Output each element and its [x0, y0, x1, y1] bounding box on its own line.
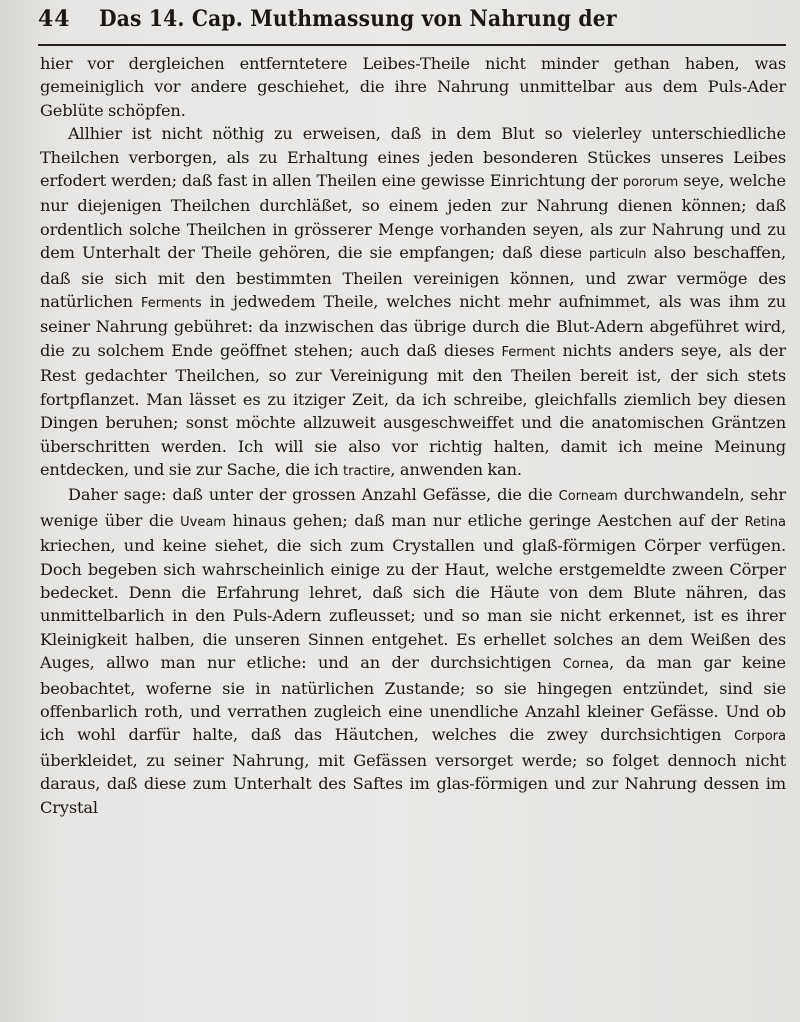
- paragraph: [40, 122, 786, 483]
- text-run: hinaus gehen; daß man nur etliche geringe Aestchen auf der: [225, 510, 745, 530]
- running-head: [38, 6, 786, 46]
- text-run: , anwenden kan.: [390, 459, 522, 479]
- text-run: Allhier ist nicht nöthig zu erweisen, daß in dem Blut so vielerley unterschiedliche Theilchen verborgen, als zu Erhaltung eines jeden besonderen Stückes unseres Leibes erfodert werden; daß fast in allen Theilen eine gewisse Einrichtung der: [40, 124, 786, 191]
- latin-term: pororum: [622, 175, 679, 191]
- latin-term: Cornea: [562, 657, 610, 673]
- text-run: Daher sage: daß unter der grossen Anzahl Gefässe, die die: [68, 485, 559, 505]
- text-run: , da man gar keine beobachtet, woferne sie in natürlichen Zustande; so sie hingegen entzündet, sind sie offenbarlich roth, und verrathen zugleich eine unendliche Anzahl kleiner Gefässe. Und ob ich wohl darfür halte, daß das Häutchen, welches die zwey durchsichtigen: [40, 653, 786, 745]
- text-run: in jedwedem Theile, welches nicht mehr aufnimmet, als was ihm zu seiner Nahrung gebühret: da inzwischen das übrige durch die Blut-Adern abgeführet wird, die zu solchem Ende geöffnet stehen; auch daß dieses: [40, 292, 786, 360]
- paragraph: [40, 483, 786, 819]
- text-run: also beschaffen, daß sie sich mit den bestimmten Theilen vereinigen können, und zwar vermöge des natürlichen: [40, 243, 786, 312]
- running-title: Das 14. Cap. Muthmassung von Nahrung der: [98, 6, 617, 32]
- latin-term: tractire: [343, 463, 391, 479]
- text-run: nichts anders seye, als der Rest gedachter Theilchen, so zur Vereinigung mit den Theilen bereit ist, der sich stets fortpflanzet. Man lässet es zu itziger Zeit, da ich schreibe, gleichfalls ziemlich bey diesen Dingen beruhen; sonst möchte allzuweit ausgeschweiffet und die anatomischen Gräntzen überschritten werden. Ich will sie also vor richtig halten, damit ich meine Meinung entdecken, und sie zur Sache, die ich: [40, 340, 786, 479]
- latin-term: Ferment: [501, 344, 556, 360]
- text-run: hier vor dergleichen entferntetere Leibes-Theile nicht minder gethan haben, was gemeiniglich vor andere geschiehet, die ihre Nahrung unmittelbar aus dem Puls-Ader Geblüte schöpfen.: [40, 54, 786, 120]
- body-text: [40, 52, 786, 819]
- text-run: kriechen, und keine siehet, die sich zum Crystallen und glaß-förmigen Cörper verfügen. Doch begeben sich wahrscheinlich einige zu der Haut, welche erstgemeldte zween Cörper bedecket. Denn die Erfahrung lehret, daß sich die Häute von dem Blute nähren, das unmittelbarlich in den Puls-Adern zufleusset; und so man sie nicht erkennet, ist es ihrer Kleinigkeit halben, die unseren Sinnen entgehet. Es erhellet solches an dem Weißen des Auges, allwo man nur etliche: und an der durchsichtigen: [40, 536, 786, 673]
- text-run: seye, welche nur diejenigen Theilchen durchläßet, so einem jeden zur Nahrung dienen können; daß ordentlich solche Theilchen in grösserer Menge vorhanden seyen, als zur Nahrung und zu dem Unterhalt der Theile gehören, die sie empfangen; daß diese: [40, 171, 786, 263]
- text-run: durchwandeln, sehr wenige über die: [40, 485, 786, 530]
- latin-term: Retina: [744, 514, 786, 530]
- latin-term: Corpora: [734, 729, 786, 745]
- latin-term: Uveam: [180, 514, 226, 530]
- latin-term: Ferments: [140, 296, 202, 312]
- header-rule: [38, 44, 786, 46]
- paragraph: [40, 52, 786, 122]
- page-number: 44: [38, 6, 71, 32]
- text-run: überkleidet, zu seiner Nahrung, mit Gefässen versorget werde; so folget dennoch nicht daraus, daß diese zum Unterhalt des Saftes im glas-förmigen und zur Nahrung dessen im Crystal: [40, 750, 786, 817]
- latin-term: particuln: [589, 247, 647, 263]
- latin-term: Corneam: [558, 489, 618, 505]
